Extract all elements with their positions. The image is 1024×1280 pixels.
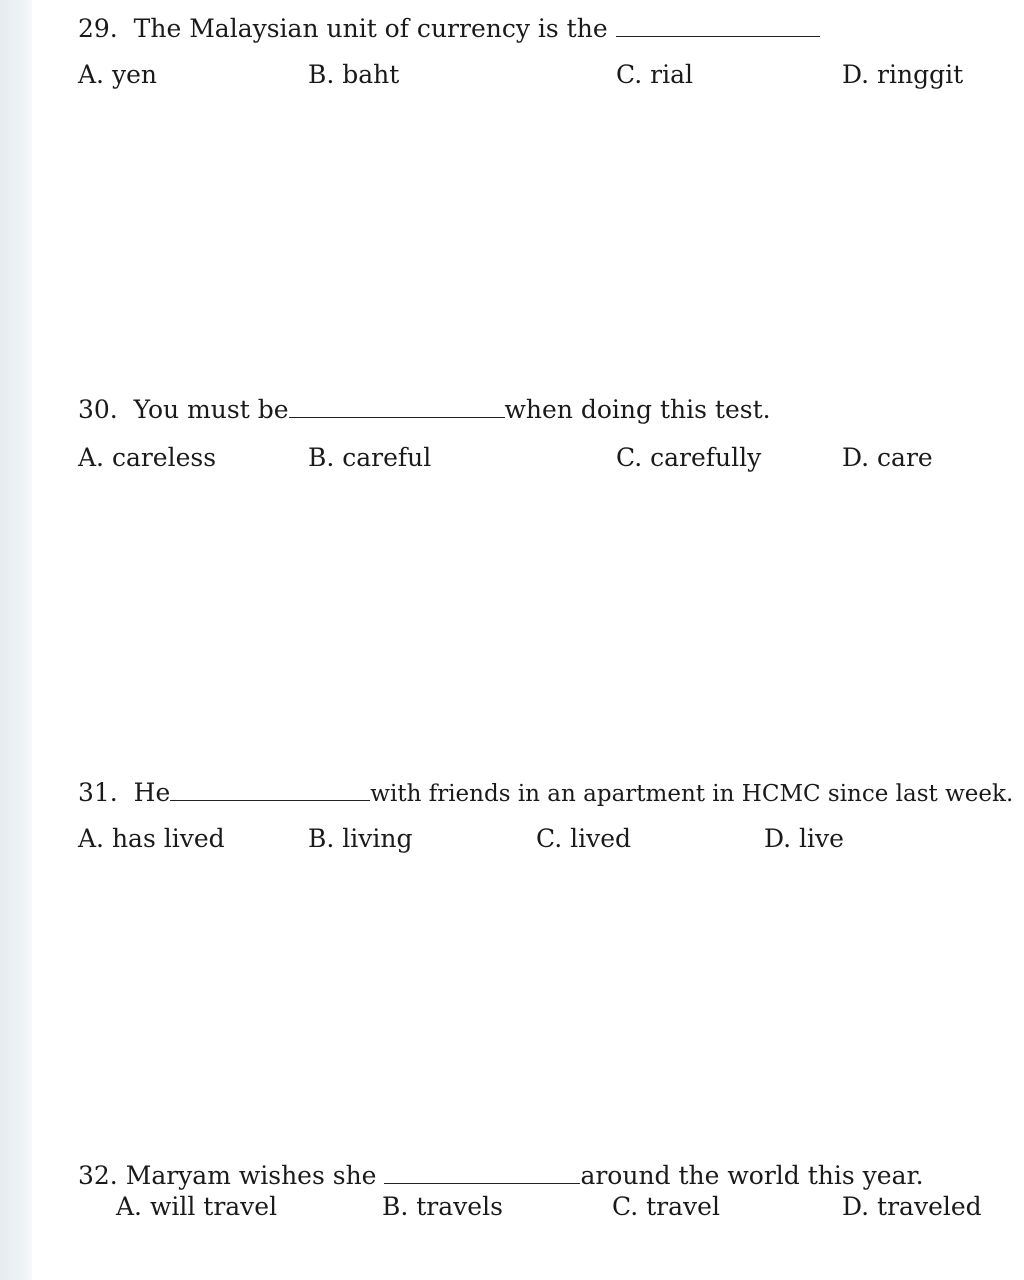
question-31 (78, 778, 1013, 809)
question-stem-after: around the world this year. (580, 1161, 924, 1190)
option-a: A. will travel (116, 1192, 278, 1221)
option-d: D. live (764, 824, 844, 853)
question-number: 29. (78, 14, 118, 43)
question-stem: You must be (133, 395, 289, 424)
question-32 (78, 1161, 924, 1191)
question-30 (78, 395, 771, 425)
answer-blank (616, 14, 820, 37)
answer-blank (289, 395, 505, 418)
question-stem: Maryam wishes she (125, 1161, 377, 1190)
option-b: B. careful (308, 443, 432, 472)
option-d: D. traveled (842, 1192, 982, 1221)
question-stem-after: with friends in an apartment in HCMC since last week. (370, 781, 1014, 807)
option-b: B. baht (308, 60, 400, 89)
question-stem-after: when doing this test. (504, 395, 771, 424)
option-d: D. care (842, 443, 933, 472)
option-c: C. rial (616, 60, 693, 89)
option-d: D. ringgit (842, 60, 964, 89)
option-a: A. has lived (78, 824, 225, 853)
question-number: 30. (78, 395, 118, 424)
option-a: A. yen (78, 60, 157, 89)
question-29 (78, 14, 820, 44)
question-stem: He (133, 778, 171, 807)
question-number: 31. (78, 778, 118, 807)
option-a: A. careless (78, 443, 217, 472)
option-c: C. lived (536, 824, 632, 853)
question-stem: The Malaysian unit of currency is the (133, 14, 608, 43)
option-b: B. living (308, 824, 413, 853)
option-c: C. carefully (616, 443, 762, 472)
page-left-margin (0, 0, 32, 1280)
answer-blank (170, 778, 370, 801)
answer-blank (384, 1161, 580, 1184)
document-page (32, 0, 1024, 1280)
option-b: B. travels (382, 1192, 503, 1221)
question-number: 32. (78, 1161, 118, 1190)
option-c: C. travel (612, 1192, 720, 1221)
